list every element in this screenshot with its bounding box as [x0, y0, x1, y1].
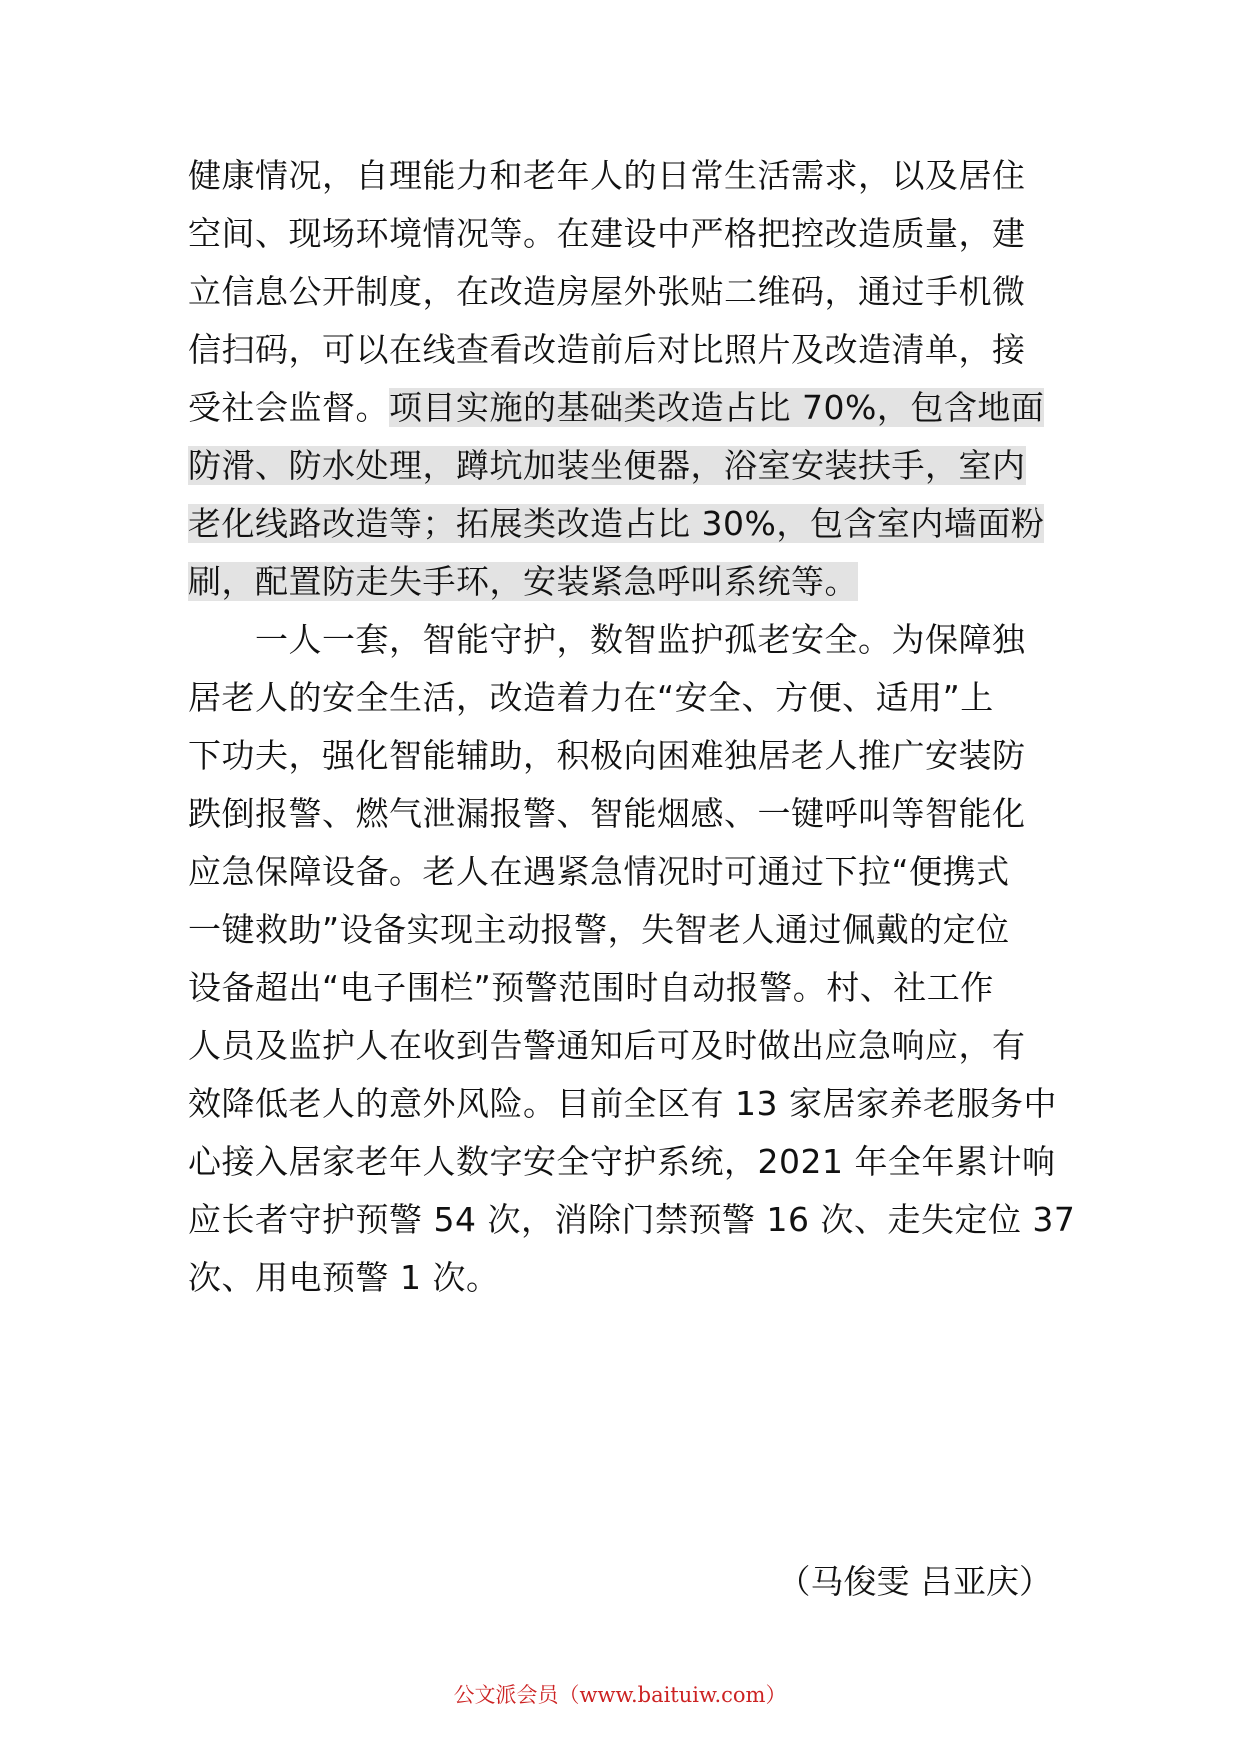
paragraph-line [188, 560, 1060, 604]
highlighted-text: 项目实施的基础类改造占比 70%，包含地面 [389, 388, 1045, 427]
highlighted-text: 防滑、防水处理，蹲坑加装坐便器，浴室安装扶手，室内 [188, 446, 1026, 485]
paragraph-line: 一键救助”设备实现主动报警，失智老人通过佩戴的定位 [188, 910, 1010, 949]
paragraph-line: 效降低老人的意外风险。目前全区有 13 家居家养老服务中 [188, 1084, 1057, 1123]
paragraph-line: 信扫码，可以在线查看改造前后对比照片及改造清单，接 [188, 330, 1026, 369]
paragraph-line: 一人一套，智能守护，数智监护孤老安全。为保障独 [188, 620, 1026, 659]
paragraph-line [188, 444, 1060, 488]
plain-text: 受社会监督。 [188, 388, 389, 427]
highlighted-text: 刷，配置防走失手环，安装紧急呼叫系统等。 [188, 562, 858, 601]
paragraph-line: 跌倒报警、燃气泄漏报警、智能烟感、一键呼叫等智能化 [188, 794, 1026, 833]
footer-watermark: 公文派会员（www.baituiw.com） [453, 1683, 787, 1707]
highlighted-text: 老化线路改造等；拓展类改造占比 30%，包含室内墙面粉 [188, 504, 1045, 543]
paragraph-line: 设备超出“电子围栏”预警范围时自动报警。村、社工作 [188, 968, 994, 1007]
paragraph-line: 立信息公开制度，在改造房屋外张贴二维码，通过手机微 [188, 272, 1026, 311]
paragraph-line: 应长者守护预警 54 次，消除门禁预警 16 次、走失定位 37 [188, 1200, 1076, 1239]
author-byline: （马俊雯 吕亚庆） [777, 1562, 1052, 1601]
paragraph-line: 空间、现场环境情况等。在建设中严格把控改造质量，建 [188, 214, 1026, 253]
paragraph-line: 应急保障设备。老人在遇紧急情况时可通过下拉“便携式 [188, 852, 1010, 891]
paragraph-line [188, 502, 1060, 546]
paragraph-line: 次、用电预警 1 次。 [188, 1258, 500, 1297]
paragraph-line: 健康情况，自理能力和老年人的日常生活需求，以及居住 [188, 156, 1026, 195]
paragraph-line: 下功夫，强化智能辅助，积极向困难独居老人推广安装防 [188, 736, 1026, 775]
paragraph-line [188, 386, 1060, 430]
paragraph-line: 人员及监护人在收到告警通知后可及时做出应急响应，有 [188, 1026, 1026, 1065]
paragraph-line: 居老人的安全生活，改造着力在“安全、方便、适用”上 [188, 678, 994, 717]
paragraph-line: 心接入居家老年人数字安全守护系统，2021 年全年累计响 [188, 1142, 1056, 1181]
